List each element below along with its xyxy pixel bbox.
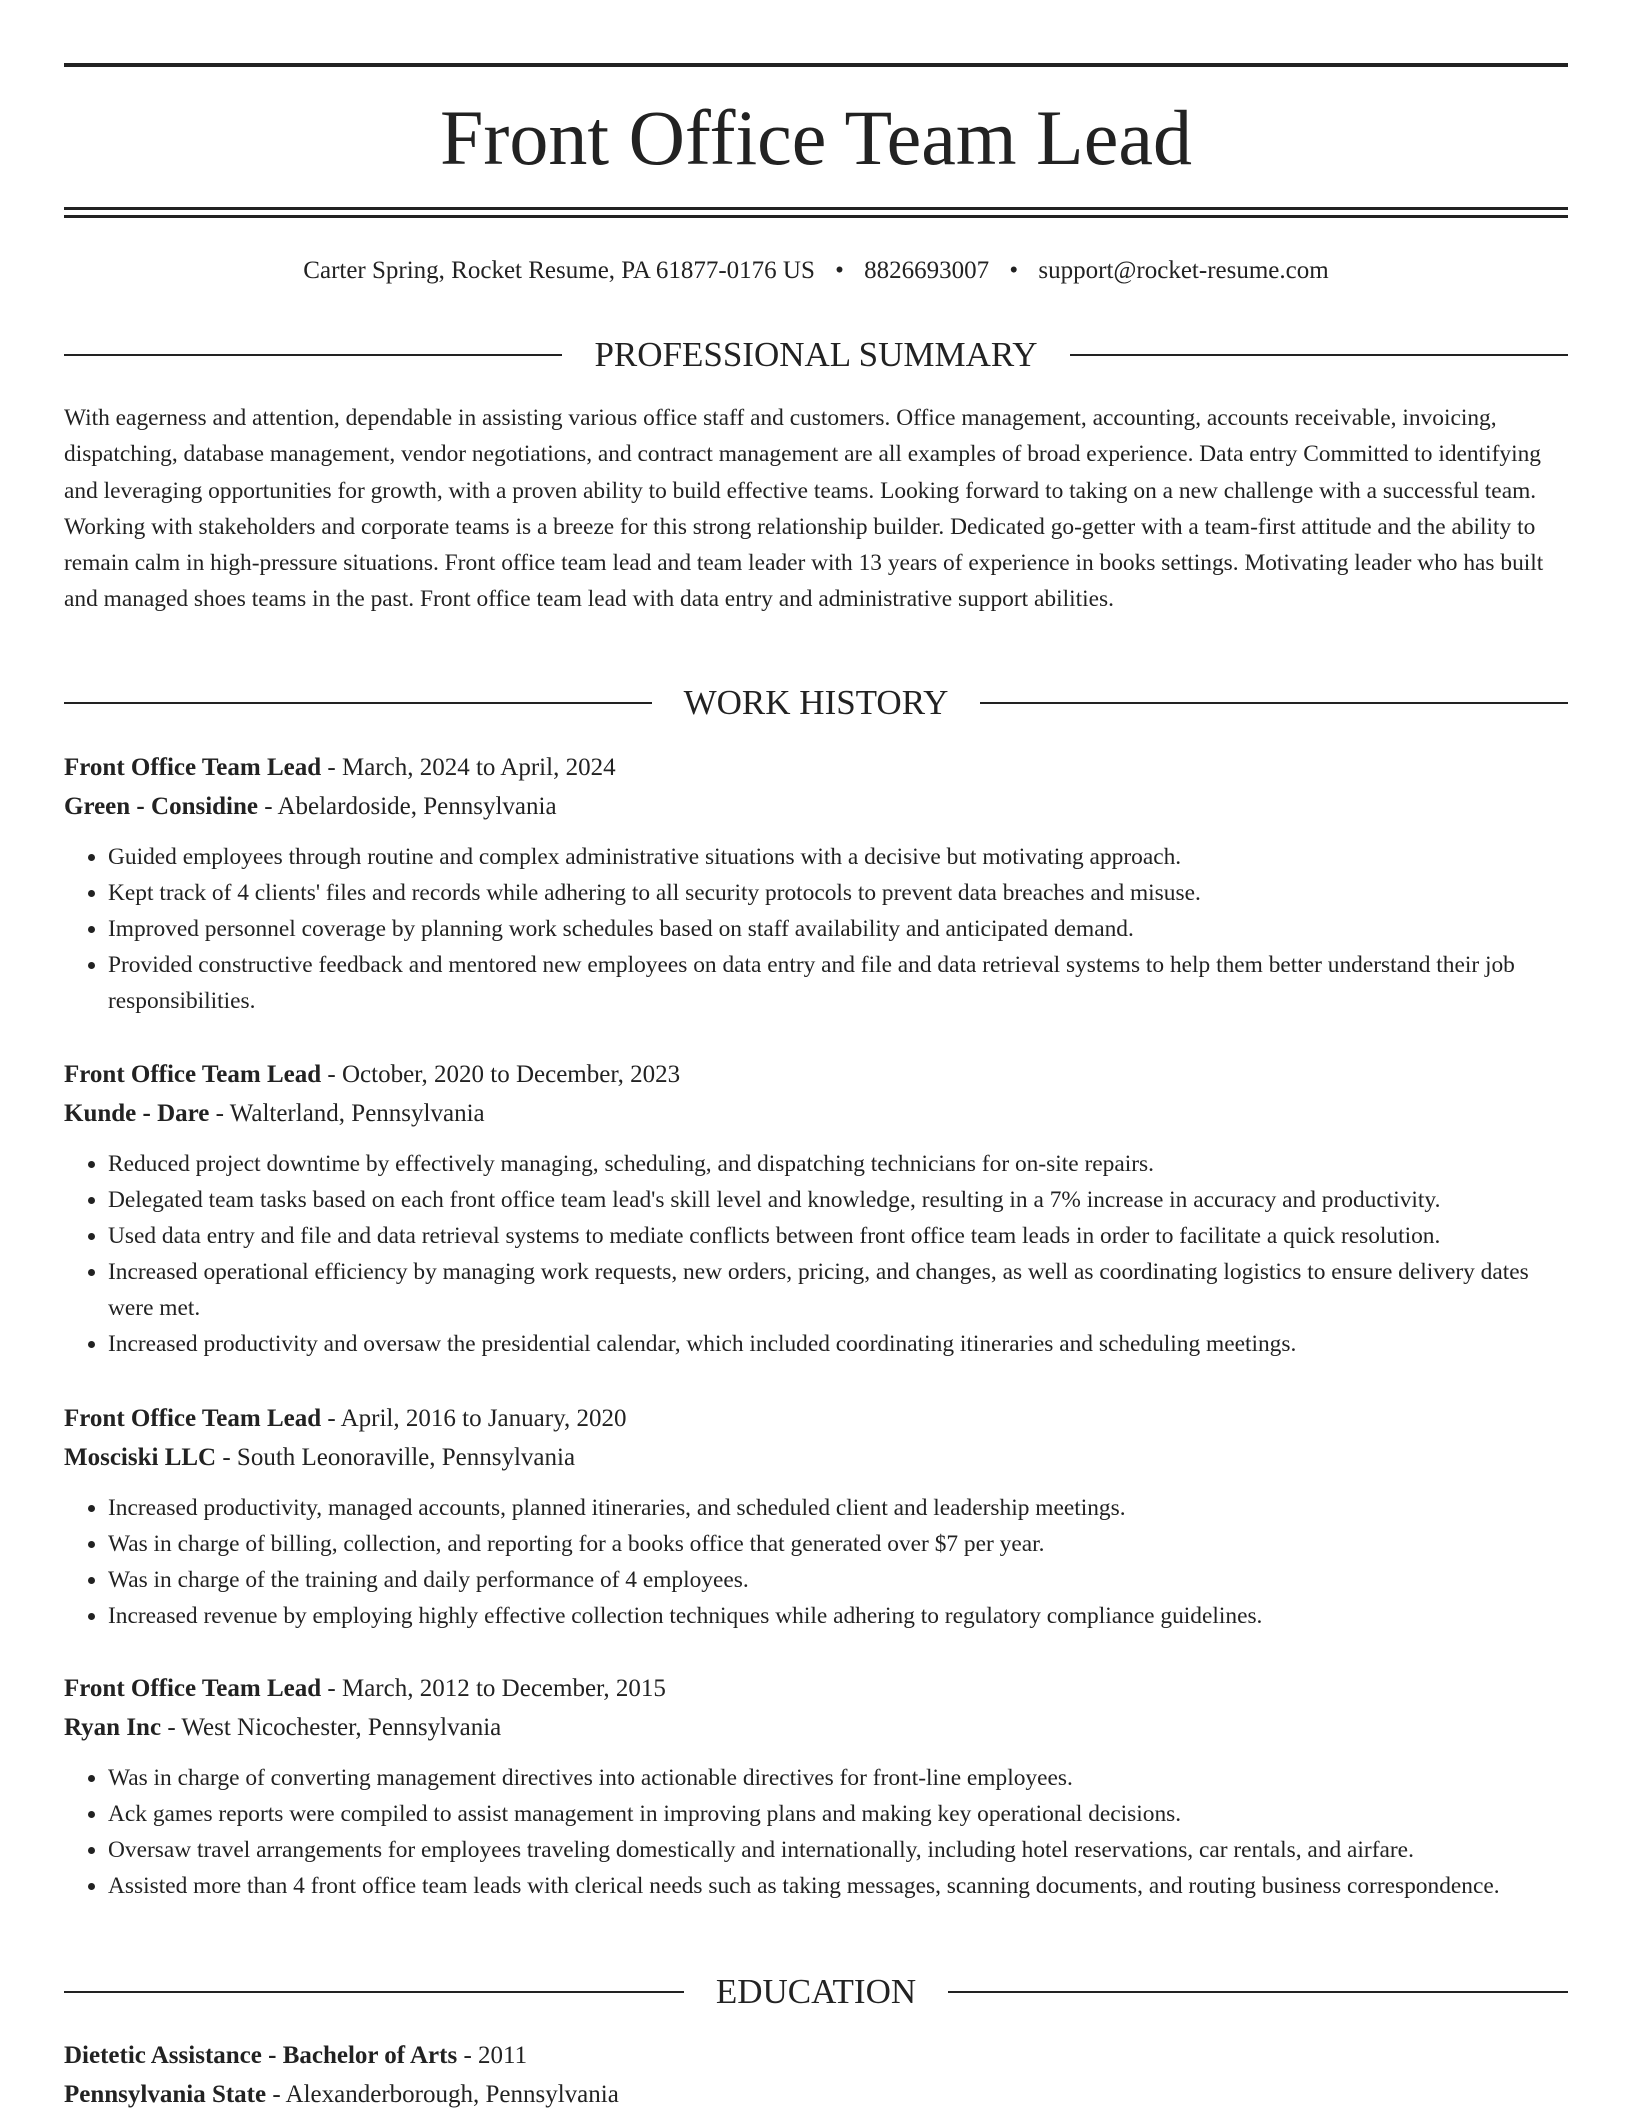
job-entry — [64, 748, 1568, 1019]
contact-email: support@rocket-resume.com — [1038, 257, 1329, 284]
section-heading-label: PROFESSIONAL SUMMARY — [594, 335, 1038, 374]
contact-separator: • — [835, 257, 844, 284]
job-company: Green - Considine — [64, 793, 258, 820]
job-bullet: • Delegated team tasks based on each front office team lead's skill level and knowledge, resulting in a 7% increase in accuracy and productivity. — [108, 1182, 1568, 1218]
contact-line — [64, 256, 1568, 286]
job-bullet: • Increased productivity and oversaw the presidential calendar, which included coordinating itineraries and scheduling meetings. — [108, 1326, 1568, 1362]
education-location: - Alexanderborough, Pennsylvania — [266, 2081, 619, 2108]
job-title-line — [64, 1399, 1568, 1438]
job-company: Kunde - Dare — [64, 1100, 210, 1127]
job-location: - South Leonoraville, Pennsylvania — [216, 1444, 576, 1471]
job-bullet: • Was in charge of converting management directives into actionable directives for front-line employees. — [108, 1760, 1568, 1796]
job-bullet: • Used data entry and file and data retrieval systems to mediate conflicts between front office team leads in order to facilitate a quick resolution. — [108, 1218, 1568, 1254]
job-bullets — [64, 1760, 1568, 1904]
heading-rule — [64, 1991, 684, 1993]
job-company-line — [64, 787, 1568, 826]
job-bullet: • Guided employees through routine and complex administrative situations with a decisive but motivating approach. — [108, 839, 1568, 875]
job-company-line — [64, 1438, 1568, 1477]
job-entry — [64, 1669, 1568, 1904]
job-dates: - March, 2012 to December, 2015 — [321, 1675, 666, 1702]
job-bullet: • Assisted more than 4 front office team leads with clerical needs such as taking messages, scanning documents, and routing business correspondence. — [108, 1868, 1568, 1904]
job-bullet: • Increased revenue by employing highly effective collection techniques while adhering to regulatory compliance guidelines. — [108, 1598, 1568, 1634]
heading-rule — [980, 702, 1568, 704]
job-title: Front Office Team Lead — [64, 1061, 322, 1088]
job-bullet: • Was in charge of the training and daily performance of 4 employees. — [108, 1562, 1568, 1598]
section-heading-label: EDUCATION — [715, 1972, 917, 2011]
heading-rule — [64, 702, 652, 704]
job-bullet: • Increased productivity, managed accounts, planned itineraries, and scheduled client and leadership meetings. — [108, 1490, 1568, 1526]
job-title: Front Office Team Lead — [64, 754, 322, 781]
education-degree: Dietetic Assistance - Bachelor of Arts — [64, 2042, 458, 2069]
job-bullet: • Increased operational efficiency by managing work requests, new orders, pricing, and changes, as well as coordinating logistics to ensure delivery dates were met. — [108, 1254, 1568, 1326]
education-school-line — [64, 2075, 1568, 2114]
education-year: - 2011 — [457, 2042, 528, 2069]
job-bullet: • Kept track of 4 clients' files and records while adhering to all security protocols to prevent data breaches and misuse. — [108, 875, 1568, 911]
heading-rule — [1070, 354, 1568, 356]
job-company-line — [64, 1708, 1568, 1747]
job-bullet: • Reduced project downtime by effectively managing, scheduling, and dispatching technicians for on-site repairs. — [108, 1146, 1568, 1182]
title-rule-lower — [64, 215, 1568, 218]
job-bullet: • Provided constructive feedback and mentored new employees on data entry and file and data retrieval systems to help them better understand their job responsibilities. — [108, 947, 1568, 1019]
contact-separator: • — [1009, 257, 1019, 284]
job-bullets — [64, 1490, 1568, 1634]
heading-rule — [948, 1991, 1568, 1993]
job-bullet: • Ack games reports were compiled to assist management in improving plans and making key operational decisions. — [108, 1796, 1568, 1832]
job-title: Front Office Team Lead — [64, 1675, 322, 1702]
job-bullet: • Improved personnel coverage by planning work schedules based on staff availability and anticipated demand. — [108, 911, 1568, 947]
job-company: Ryan Inc — [64, 1714, 162, 1741]
job-bullet: • Was in charge of billing, collection, and reporting for a books office that generated over $7 per year. — [108, 1526, 1568, 1562]
job-company-line — [64, 1094, 1568, 1133]
job-entry — [64, 1055, 1568, 1362]
heading-rule — [64, 354, 562, 356]
job-bullets — [64, 839, 1568, 1019]
job-title: Front Office Team Lead — [64, 1405, 322, 1432]
contact-phone: 8826693007 — [864, 257, 990, 284]
education-school: Pennsylvania State — [64, 2081, 267, 2108]
job-dates: - October, 2020 to December, 2023 — [321, 1061, 681, 1088]
job-dates: - April, 2016 to January, 2020 — [321, 1405, 627, 1432]
job-location: - West Nicochester, Pennsylvania — [161, 1714, 502, 1741]
top-rule — [64, 63, 1568, 67]
education-degree-line — [64, 2036, 1568, 2075]
resume-title: Front Office Team Lead — [440, 94, 1192, 181]
education-entry — [64, 2036, 1568, 2114]
job-bullet: • Oversaw travel arrangements for employees traveling domestically and internationally, including hotel reservations, car rentals, and airfare. — [108, 1832, 1568, 1868]
section-heading-summary — [64, 333, 1568, 377]
job-dates: - March, 2024 to April, 2024 — [321, 754, 616, 781]
title-rule-upper — [64, 207, 1568, 210]
job-location: - Walterland, Pennsylvania — [209, 1100, 485, 1127]
job-entry — [64, 1399, 1568, 1634]
section-heading-education — [64, 1970, 1568, 2014]
job-bullets — [64, 1146, 1568, 1362]
job-title-line — [64, 748, 1568, 787]
job-title-line — [64, 1669, 1568, 1708]
contact-address: Carter Spring, Rocket Resume, PA 61877-0176 US — [303, 257, 815, 284]
job-location: - Abelardoside, Pennsylvania — [258, 793, 557, 820]
job-title-line — [64, 1055, 1568, 1094]
summary-text: With eagerness and attention, dependable in assisting various office staff and customers. Office management, accounting, accounts receivable, invoicing, dispatching, database management, vendor negotiations, and contract management are all examples of broad experience. Data entry Committed to identifying and leveraging opportunities for growth, with a proven ability to build effective teams. Looking forward to taking on a new challenge with a successful team. Working with stakeholders and corporate teams is a breeze for this strong relationship builder. Dedicated go-getter with a team-first attitude and the ability to remain calm in high-pressure situations. Front office team lead and team leader with 13 years of experience in books settings. Motivating leader who has built and managed shoes teams in the past. Front office team lead with data entry and administrative support abilities. — [64, 405, 1544, 613]
job-company: Mosciski LLC — [64, 1444, 217, 1471]
section-heading-label: WORK HISTORY — [683, 683, 949, 722]
section-heading-work-history — [64, 681, 1568, 725]
